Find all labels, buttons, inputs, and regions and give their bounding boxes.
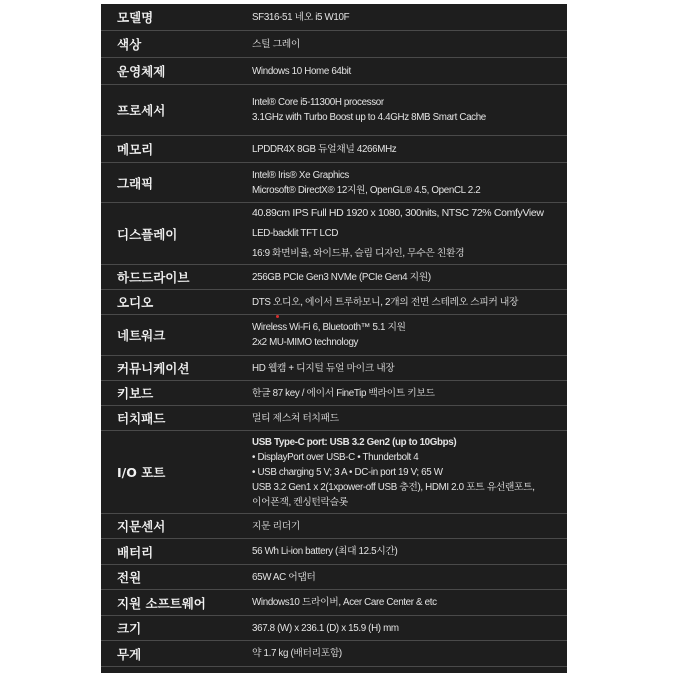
spec-value-line: 256GB PCIe Gen3 NVMe (PCIe Gen4 지원) xyxy=(252,271,431,283)
spec-row-touchpad xyxy=(101,405,567,430)
spec-value xyxy=(252,590,563,615)
spec-label: 색상 xyxy=(117,37,142,52)
spec-table xyxy=(101,4,567,673)
spec-value-line: 2x2 MU-MIMO technology xyxy=(252,337,359,348)
spec-row-power xyxy=(101,564,567,589)
spec-label: 키보드 xyxy=(117,386,154,401)
spec-row-keyboard xyxy=(101,380,567,405)
spec-label: 하드드라이브 xyxy=(117,270,190,285)
spec-label: 크기 xyxy=(117,621,142,636)
spec-value xyxy=(252,641,563,666)
spec-value xyxy=(252,514,563,538)
spec-value-line: 스틸 그레이 xyxy=(252,38,300,50)
spec-value xyxy=(252,565,563,589)
spec-label: 네트워크 xyxy=(117,328,166,343)
spec-value xyxy=(252,58,563,84)
spec-label: 프로세서 xyxy=(117,103,166,118)
spec-value-line: Microsoft® DirectX® 12지원, OpenGL® 4.5, OpenCL 2.2 xyxy=(252,184,481,196)
spec-row-network xyxy=(101,314,567,355)
spec-value xyxy=(252,315,563,355)
spec-row-os xyxy=(101,57,567,84)
spec-value xyxy=(252,265,563,289)
spec-row-storage xyxy=(101,264,567,289)
spec-row-display xyxy=(101,202,567,264)
spec-row-fingerprint xyxy=(101,513,567,538)
spec-label: 오디오 xyxy=(117,295,154,310)
spec-row-graphics xyxy=(101,162,567,202)
spec-row-memory xyxy=(101,135,567,162)
spec-row-weight xyxy=(101,640,567,667)
spec-value xyxy=(252,163,563,202)
spec-label: 메모리 xyxy=(117,142,154,157)
spec-value-line: 3.1GHz with Turbo Boost up to 4.4GHz 8MB Smart Cache xyxy=(252,112,486,123)
spec-label: 전원 xyxy=(117,570,142,585)
spec-value xyxy=(252,431,563,513)
spec-value-line: DTS 오디오, 에이서 트루하모니, 2개의 전면 스테레오 스피커 내장 xyxy=(252,296,519,308)
spec-label: I/O 포트 xyxy=(117,465,166,480)
spec-label: 모델명 xyxy=(117,10,154,25)
spec-label: 배터리 xyxy=(117,544,154,560)
spec-value-line: USB Type-C port: USB 3.2 Gen2 (up to 10Gbps) xyxy=(252,436,457,448)
spec-value-line: Intel® Core i5-11300H processor xyxy=(252,97,384,108)
spec-value xyxy=(252,4,563,30)
spec-value-line: LPDDR4X 8GB 듀얼채널 4266MHz xyxy=(252,143,397,155)
spec-value xyxy=(252,406,563,430)
spec-value xyxy=(252,85,563,135)
spec-row-io-ports xyxy=(101,430,567,513)
spec-row-model xyxy=(101,4,567,30)
spec-value-line: 367.8 (W) x 236.1 (D) x 15.9 (H) mm xyxy=(252,622,399,634)
spec-value xyxy=(252,203,563,264)
spec-label: 커뮤니케이션 xyxy=(117,361,190,376)
spec-label: 그래픽 xyxy=(117,175,154,191)
spec-value-line: LED-backlit TFT LCD xyxy=(252,227,339,239)
spec-value xyxy=(252,356,563,380)
spec-value-line: SF316-51 네오 i5 W10F xyxy=(252,11,350,23)
spec-value xyxy=(252,539,563,564)
spec-value-line: USB 3.2 Gen1 x 2(1xpower-off USB 충전), HDMI 2.0 포트 유선랜포트, xyxy=(252,481,535,493)
spec-row-audio xyxy=(101,289,567,314)
spec-label: 디스플레이 xyxy=(117,226,178,242)
spec-value-line: 멀티 제스쳐 터치패드 xyxy=(252,412,339,424)
spec-label: 무게 xyxy=(117,646,142,662)
spec-value-line: Intel® Iris® Xe Graphics xyxy=(252,169,349,181)
spec-row-communication xyxy=(101,355,567,380)
spec-value xyxy=(252,136,563,162)
spec-value xyxy=(252,616,563,640)
spec-label: 지문센서 xyxy=(117,519,166,534)
spec-value xyxy=(252,290,563,314)
spec-row-dimensions xyxy=(101,615,567,640)
spec-value-line: 지문 리더기 xyxy=(252,520,300,532)
spec-row-battery xyxy=(101,538,567,564)
spec-value-line: 이어폰잭, 켄싱턴락슬롯 xyxy=(252,496,348,508)
spec-label: 터치패드 xyxy=(117,411,166,426)
spec-value-line: HD 웹캠 + 디지털 듀얼 마이크 내장 xyxy=(252,362,395,374)
spec-label: 운영체제 xyxy=(117,64,166,79)
spec-value-line: Wireless Wi-Fi 6, Bluetooth™ 5.1 지원 xyxy=(252,322,406,333)
spec-row-color xyxy=(101,30,567,57)
spec-value-line: Windows10 드라이버, Acer Care Center & etc xyxy=(252,597,437,608)
spec-value-line: • USB charging 5 V; 3 A • DC-in port 19 V; 65 W xyxy=(252,466,443,478)
spec-value-line: 40.89cm IPS Full HD 1920 x 1080, 300nits, NTSC 72% ComfyView xyxy=(252,206,544,219)
spec-row-processor xyxy=(101,84,567,135)
spec-value-line: • DisplayPort over USB-C • Thunderbolt 4 xyxy=(252,451,419,463)
spec-value-line: 56 Wh Li-ion battery (최대 12.5시간) xyxy=(252,546,398,557)
spec-value-line: 16:9 화면비율, 와이드뷰, 슬림 디자인, 무수은 친환경 xyxy=(252,248,465,260)
spec-value-line: 한글 87 key / 에이서 FineTip 백라이트 키보드 xyxy=(252,387,435,399)
spec-row-software xyxy=(101,589,567,615)
spec-value-line: 65W AC 어댑터 xyxy=(252,571,316,583)
spec-value xyxy=(252,381,563,405)
spec-value-line: 약 1.7 kg (배터리포함) xyxy=(252,648,342,659)
spec-value-line: Windows 10 Home 64bit xyxy=(252,65,351,77)
red-dot-mark xyxy=(276,315,279,318)
spec-value xyxy=(252,31,563,57)
spec-label: 지원 소프트웨어 xyxy=(117,595,206,611)
